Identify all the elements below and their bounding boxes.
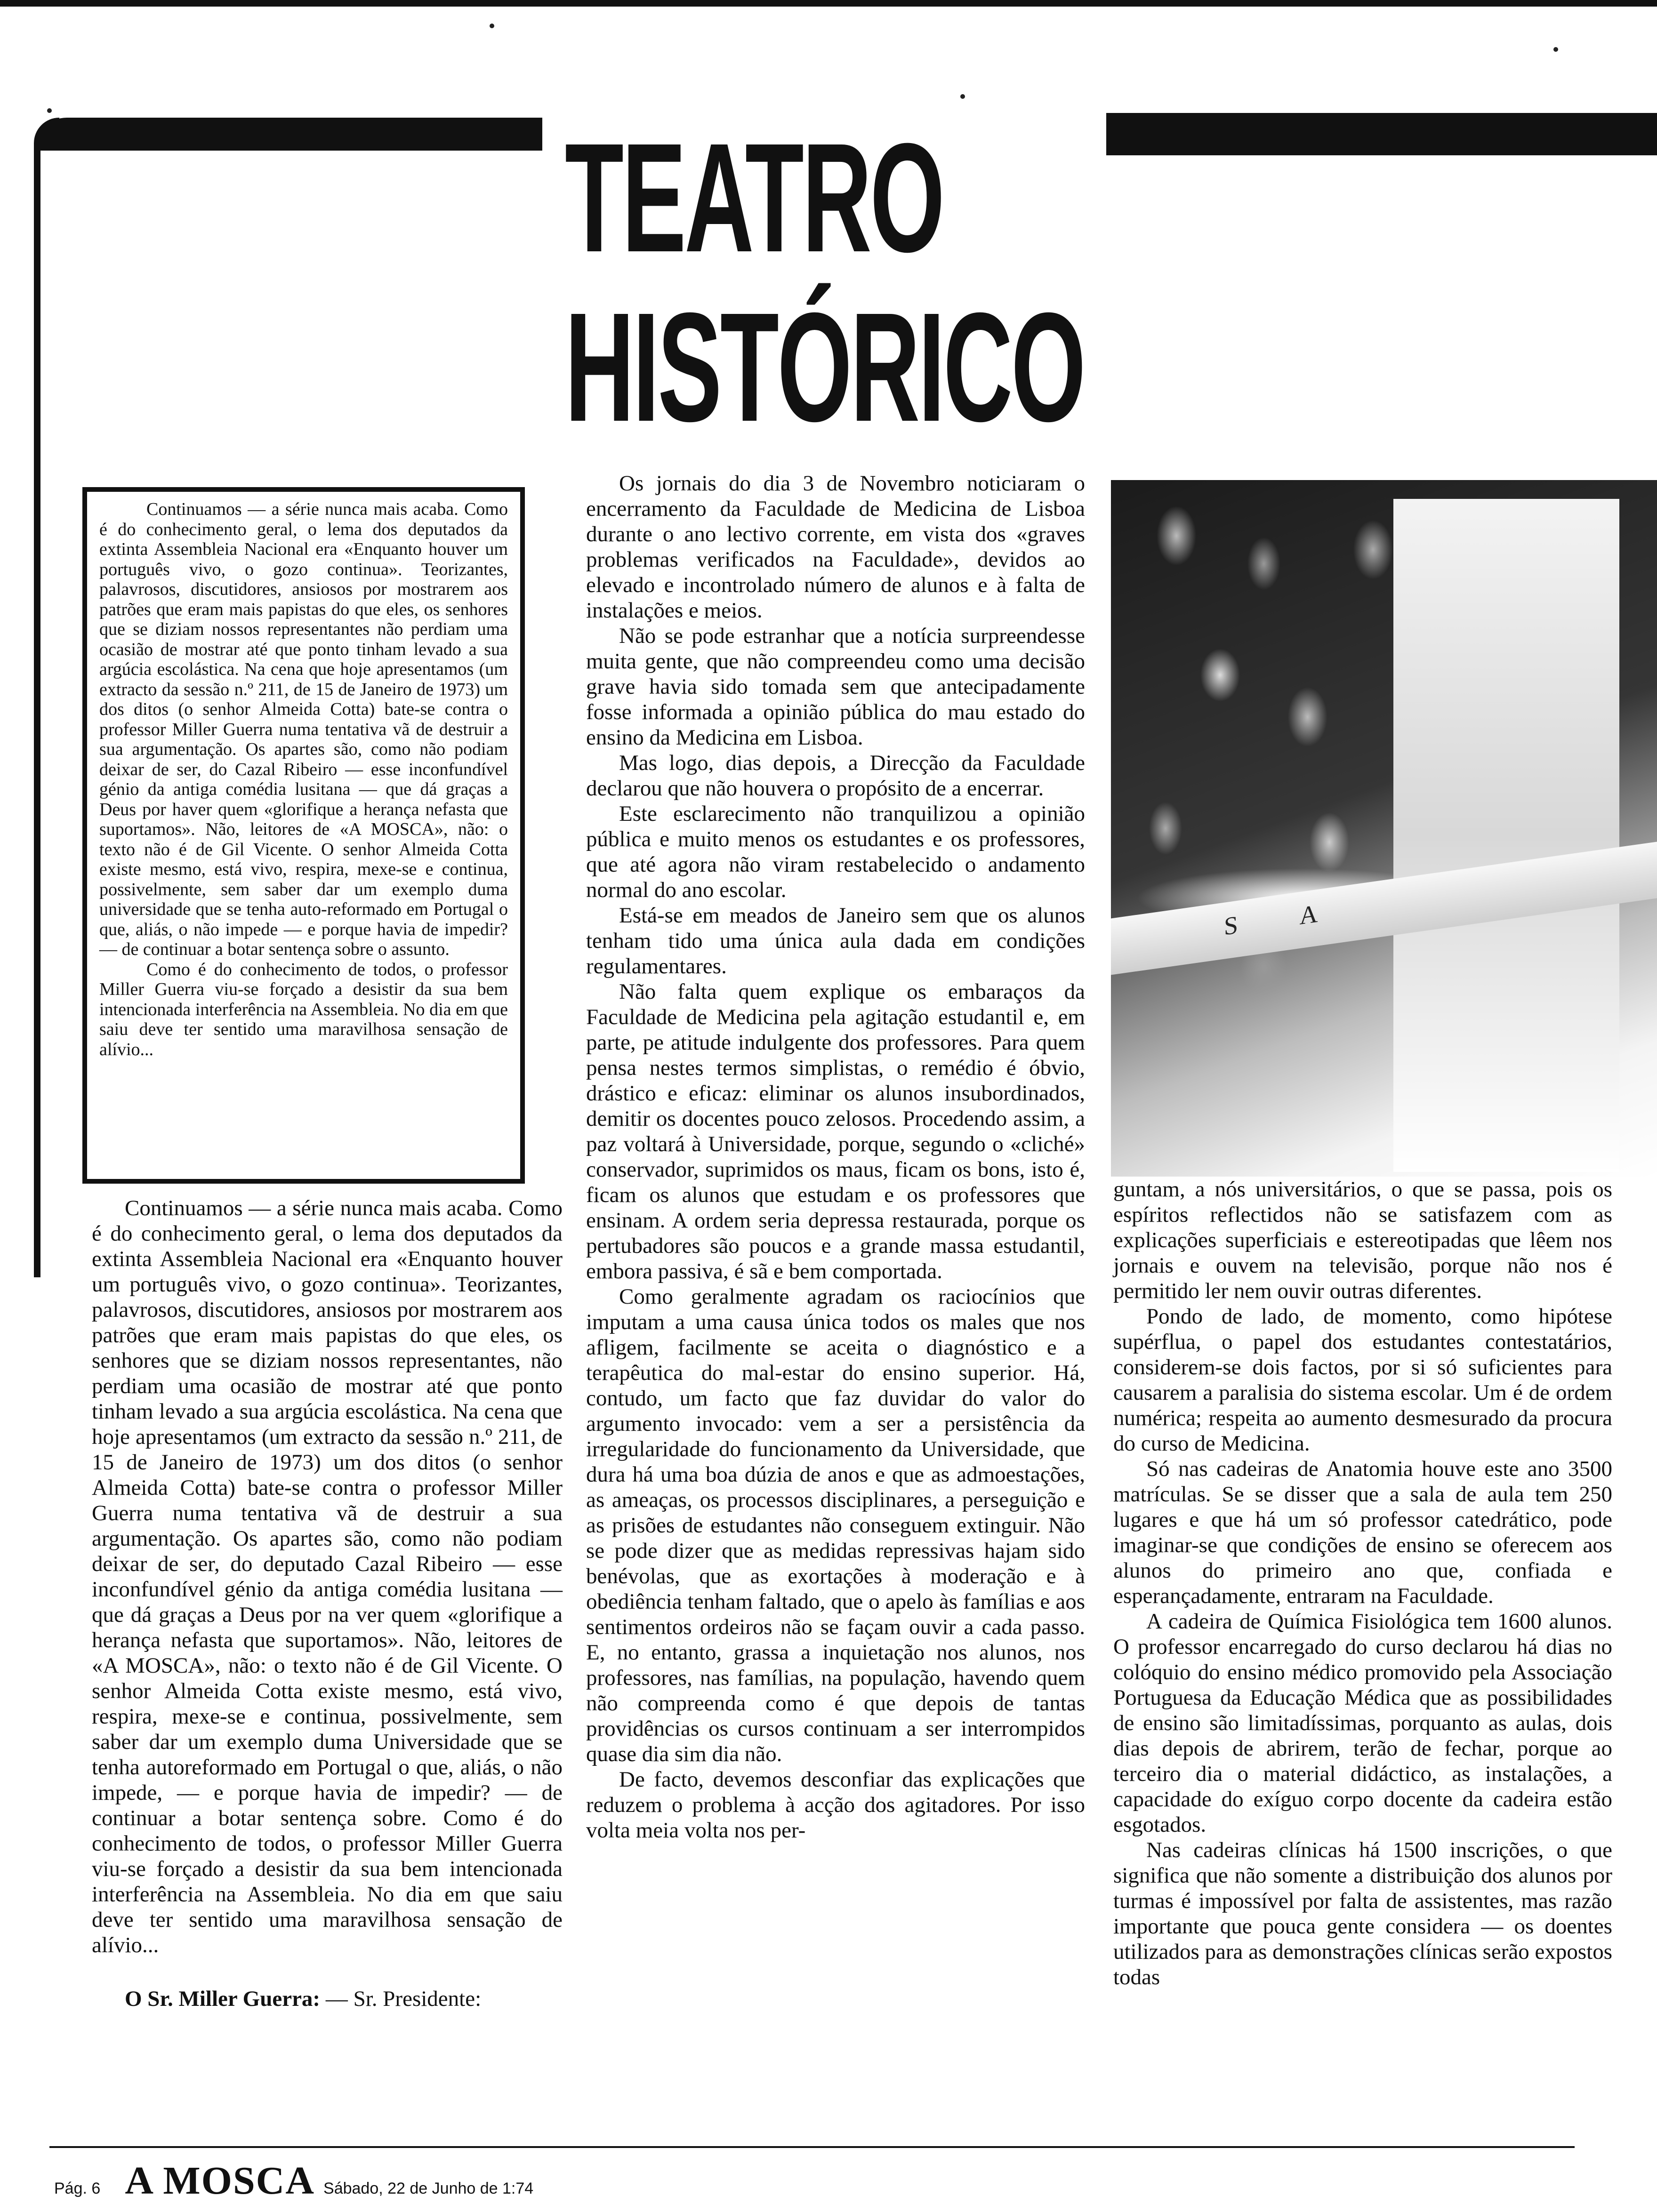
footer-rule	[49, 2146, 1575, 2148]
right-column-paragraph: Pondo de lado, de momento, como hipótese supérflua, o papel dos estudantes contestatários, considerem-se dois factos, por si só suficientes para causarem a paralisia do sistema escolar. Um é de ordem numérica; respeita ao aumento desmesurado da procura do curso de Medicina.	[1113, 1304, 1612, 1456]
headline-line-1: TEATRO	[565, 111, 943, 284]
right-column-paragraph: Nas cadeiras clínicas há 1500 inscrições, o que significa que não somente a distribuição dos alunos por turmas é impossível por falta de assistentes, mas razão importante que pouca gente considera — os doentes utilizados para as demonstrações clínicas serão expostos todas	[1113, 1838, 1612, 1989]
speech-speaker: O Sr. Miller Guerra:	[125, 1987, 321, 2011]
headline-bar-right	[1106, 113, 1657, 155]
page-frame-left	[34, 118, 59, 1277]
page-number: Pág. 6	[54, 2180, 101, 2197]
middle-column-paragraph: Os jornais do dia 3 de Novembro noticiaram o encerramento da Faculdade de Medicina de Lisboa durante o ano lectivo corrente, em vista dos «graves problemas verificados na Faculdade», devidos ao elevado e incontrolado número de alunos e à falta de instalações e meios.	[586, 471, 1085, 623]
speech-text: — Sr. Presidente:	[325, 1987, 482, 2011]
intro-paragraph: Continuamos — a série nunca mais acaba. Como é do conhecimento geral, o lema dos deputados da extinta Assembleia Nacional era «Enquanto houver um português vivo, o gozo continua». Teorizantes, palavrosos, discutidores, ansiosos por mostrarem aos patrões que eram mais papistas do que eles, os senhores que se diziam nossos representantes não perdiam uma ocasião de mostrar até que ponto tinham levado a sua argúcia escolástica. Na cena que hoje apresentamos (um extracto da sessão n.º 211, de 15 de Janeiro de 1973) um dos ditos (o senhor Almeida Cotta) bate-se contra o professor Miller Guerra numa tentativa vã de destruir a sua argumentação. Os apartes são, como não podiam deixar de ser, do Cazal Ribeiro — esse inconfundível génio da antiga comédia lusitana — que dá graças a Deus por haver quem «glorifique a herança nefasta que suportamos». Não, leitores de «A MOSCA», não: o texto não é de Gil Vicente. O senhor Almeida Cotta existe mesmo, está vivo, respira, mexe-se e continua, possivelmente, sem saber dar um exemplo duma universidade que se tenha auto-reformado em Portugal o que, aliás, o não impede — e porque havia de impedir? — de continuar a botar sentença sobre o assunto.	[99, 499, 508, 959]
speech-line	[92, 1986, 563, 2012]
middle-column-paragraph: Não se pode estranhar que a notícia surpreendesse muita gente, que não compreendeu como uma decisão grave havia sido tomada sem que antecipadamente fosse informada a opinião pública do mau estado do ensino da Medicina em Lisboa.	[586, 624, 1085, 750]
footer	[54, 2158, 533, 2204]
middle-column-paragraph: Este esclarecimento não tranquilizou a opinião pública e muito menos os estudantes e os professores, que até agora não viram restabelecido o andamento normal do ano escolar.	[586, 801, 1085, 902]
photo-lettering: S A	[1224, 895, 1346, 941]
right-column	[1113, 1177, 1612, 1990]
headline	[565, 111, 1085, 454]
middle-column-paragraph: De facto, devemos desconfiar das explicações que reduzem o problema à acção dos agitadores. Por isso volta meia volta nos per-	[586, 1767, 1085, 1843]
middle-column-paragraph: Mas logo, dias depois, a Direcção da Faculdade declarou que não houvera o propósito de a encerrar.	[586, 751, 1085, 801]
headline-bar-left	[34, 118, 542, 151]
right-column-paragraph: guntam, a nós universitários, o que se passa, pois os espíritos reflectidos não se satisfazem com as explicações superficiais e estereotipadas que lêem nos jornais e ouvem na televisão, porque não nos é permitido ler nem ouvir outras diferentes.	[1113, 1177, 1612, 1303]
print-speck	[1553, 47, 1558, 52]
right-column-paragraph: A cadeira de Química Fisiológica tem 1600 alunos. O professor encarregado do curso declarou há dias no colóquio do ensino médico promovido pela Associação Portuguesa da Educação Médica que as possibilidades de ensino são limitadíssimas, porquanto as aulas, dois dias depois de abrirem, terão de fechar, porque ao terceiro dia o material didáctico, as instalações, a capacidade do exíguo corpo docente da cadeira estão esgotados.	[1113, 1609, 1612, 1837]
right-column-paragraph: Só nas cadeiras de Anatomia houve este ano 3500 matrículas. Se se disser que a sala de aula tem 250 lugares e que há um só professor catedrático, pode imaginar-se que condições de ensino se oferecem aos alunos do primeiro ano que, confiada e esperançadamente, entraram na Faculdade.	[1113, 1457, 1612, 1608]
left-column	[92, 1195, 563, 2012]
intro-box	[82, 487, 525, 1184]
middle-column-paragraph: Está-se em meados de Janeiro sem que os alunos tenham tido uma única aula dada em condições regulamentares.	[586, 903, 1085, 978]
middle-column-paragraph: Como geralmente agradam os raciocínios que imputam a uma causa única todos os males que nos afligem, facilmente se aceita o diagnóstico e a terapêutica do mal-estar do ensino superior. Há, contudo, um facto que faz duvidar do valor do argumento invocado: vem a ser a persistência da irregularidade do funcionamento da Universidade, que dura há uma boa dúzia de anos e que as admoestações, as ameaças, os processos disciplinares, a perseguição e as prisões de estudantes não conseguem extinguir. Não se pode dizer que as medidas repressivas hajam sido benévolas, que as exortações à moderação e à obediência tenham faltado, que o apelo às famílias e aos sentimentos ordeiros não se façam ouvir a cada passo. E, no entanto, grassa a inquietação nos alunos, nos professores, nas famílias, na população, havendo quem não compreenda como é que depois de tantas providências os cursos continuam a ser interrompidos quase dia sim dia não.	[586, 1284, 1085, 1766]
print-speck	[47, 108, 52, 113]
issue-date: Sábado, 22 de Junho de 1:74	[323, 2180, 534, 2197]
middle-column-paragraph: Não falta quem explique os embaraços da Faculdade de Medicina pela agitação estudantil e, em parte, pe atitude indulgente dos professores. Para quem pensa nestes termos simplistas, o remédio é óbvio, drástico e eficaz: eliminar os alunos insubordinados, demitir os docentes pouco zelosos. Procedendo assim, a paz voltará à Universidade, porque, segundo o «cliché» conservador, suprimidos os maus, ficam os bons, isto é, ficam os alunos que estudam e os professores que ensinam. A ordem seria depressa restaurada, porque os pertubadores são poucos e a grande massa estudantil, embora passiva, é sã e bem comportada.	[586, 979, 1085, 1283]
intro-paragraph: Como é do conhecimento de todos, o professor Miller Guerra viu-se forçado a desistir da sua bem intencionada interferência na Assembleia. No dia em que saiu deve ter sentido uma maravilhosa sensação de alívio...	[99, 959, 508, 1059]
publication-logo: A MOSCA	[125, 2159, 315, 2203]
headline-line-2: HISTÓRICO	[565, 280, 1085, 454]
middle-column	[586, 471, 1085, 1843]
left-column-paragraph: Continuamos — a série nunca mais acaba. Como é do conhecimento geral, o lema dos deputados da extinta Assembleia Nacional era «Enquanto houver um português vivo, o gozo continua». Teorizantes, palavrosos, discutidores, ansiosos por mostrarem aos patrões que eram mais papistas do que eles, os senhores que se diziam nossos representantes, não perdiam uma ocasião de mostrar até que ponto tinham levado a sua argúcia escolástica. Na cena que hoje apresentamos (um extracto da sessão n.º 211, de 15 de Janeiro de 1973) um dos ditos (o senhor Almeida Cotta) bate-se contra o professor Miller Guerra numa tentativa vã de destruir a sua argumentação. Os apartes são, como não podiam deixar de ser, do deputado Cazal Ribeiro — esse inconfundível génio da antiga comédia lusitana — que dá graças a Deus por na ver quem «glorifique a herança nefasta que suportamos». Não, leitores de «A MOSCA», não: o texto não é de Gil Vicente. O senhor Almeida Cotta existe mesmo, está vivo, respira, mexe-se e continua, possivelmente, sem saber dar um exemplo duma Universidade que se tenha autoreformado em Portugal o que, aliás, o não impede, — e porque havia de impedir? — de continuar a botar sentença sobre. Como é do conhecimento de todos, o professor Miller Guerra viu-se forçado a desistir da sua bem intencionada interferência na Assembleia. No dia em que saiu deve ter sentido uma maravilhosa sensação de alívio...	[92, 1196, 563, 1957]
top-rule	[0, 0, 1657, 7]
print-speck	[960, 94, 965, 99]
photo-highlight	[1393, 499, 1619, 1172]
print-speck	[490, 24, 494, 28]
